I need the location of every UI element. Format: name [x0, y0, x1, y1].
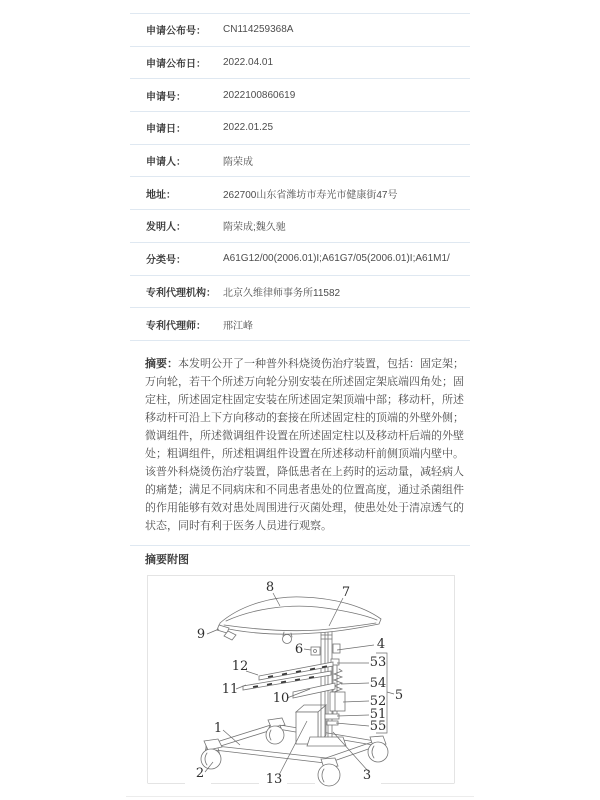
field-label: 申请日：: [146, 124, 186, 136]
caster-wheel-right: [368, 742, 388, 762]
field-value: 2022100860619: [223, 89, 296, 101]
field-value: 隋荣成: [223, 157, 253, 169]
field-row: [130, 209, 470, 242]
field-row: [130, 46, 470, 79]
figure-ref-number-10: 10: [272, 690, 290, 706]
field-row: [130, 242, 470, 275]
field-label: 申请公布日：: [146, 59, 206, 71]
field-row: [130, 144, 470, 177]
field-row: [130, 111, 470, 144]
field-value: CN114259368A: [223, 24, 294, 36]
caster-wheel-front: [318, 764, 340, 786]
abstract-label: 摘要：: [145, 357, 178, 370]
field-row: [130, 307, 470, 340]
field-value: 隋荣成;魏久驰: [223, 222, 286, 234]
figure-ref-number-51: 51: [369, 706, 387, 722]
field-label: 发明人：: [146, 222, 186, 234]
field-label: 专利代理机构：: [146, 287, 216, 299]
field-label: 专利代理师：: [146, 320, 206, 332]
patent-drawing: [147, 575, 455, 800]
field-value: A61G12/00(2006.01)I;A61G7/05(2006.01)I;A61M1/: [223, 253, 450, 265]
field-value: 2022.01.25: [223, 122, 274, 134]
footer-divider: [126, 796, 474, 797]
caster-wheel-rear: [266, 725, 284, 744]
content-column: [130, 0, 470, 787]
field-row: [130, 78, 470, 111]
field-row: [130, 176, 470, 209]
figure-ref-number-52: 52: [369, 693, 387, 709]
field-label: 地址：: [146, 189, 176, 201]
field-row: [130, 13, 470, 46]
figure-ref-number-8: 8: [265, 579, 275, 595]
figure-ref-number-6: 6: [294, 641, 304, 657]
field-value: 邢江峰: [223, 320, 253, 332]
figure-ref-number-5: 5: [394, 687, 404, 703]
field-label: 分类号：: [146, 255, 186, 267]
figure-ref-number-13: 13: [265, 771, 283, 787]
abstract-section: [130, 341, 470, 546]
figure-ref-number-11: 11: [221, 681, 239, 697]
field-value: 262700山东省潍坊市寿光市健康街47号: [223, 189, 398, 201]
abstract-text: 本发明公开了一种普外科烧烫伤治疗装置，包括：固定架；万向轮，若干个所述万向轮分别安装在所述固定架底端四角处；固定柱，所述固定柱固定安装在所述固定架顶端中部；移动杆，所述移动杆可沿上下方向移动的套接在所述固定柱的顶端的外壁外侧；微调组件，所述微调组件设置在所述固定柱以及移动杆后端的外壁处；粗调组件，所述粗调组件设置在所述移动杆前侧顶端内壁中。该普外科烧烫伤治疗装置，降低患者在上药时的运动量，减轻病人的痛楚；满足不同病床和不同患者患处的位置高度，通过杀菌组件的作用能够有效对患处周围进行灭菌处理，使患处处于清凉透气的状态，同时有利于医务人员进行观察。: [145, 357, 464, 532]
field-label: 申请人：: [146, 157, 186, 169]
figure-ref-number-12: 12: [231, 658, 249, 674]
figure-box: [147, 575, 455, 787]
field-row: [130, 275, 470, 308]
field-label: 申请号：: [146, 91, 186, 103]
figure-ref-number-54: 54: [369, 675, 387, 691]
field-label: 申请公布号：: [146, 26, 206, 38]
fields-table: [130, 13, 470, 341]
figure-ref-number-4: 4: [376, 636, 386, 652]
field-value: 2022.04.01: [223, 57, 274, 69]
figure-ref-number-55: 55: [369, 718, 387, 734]
figure-ref-number-9: 9: [196, 626, 206, 642]
figure-ref-number-2: 2: [195, 765, 205, 781]
field-value: 北京久维律师事务所11582: [223, 287, 341, 299]
figure-ref-number-53: 53: [369, 654, 387, 670]
figure-ref-number-7: 7: [341, 584, 351, 600]
figure-section-title: 摘要附图: [145, 553, 189, 566]
figure-ref-number-1: 1: [213, 720, 223, 736]
figure-ref-number-3: 3: [362, 767, 372, 783]
